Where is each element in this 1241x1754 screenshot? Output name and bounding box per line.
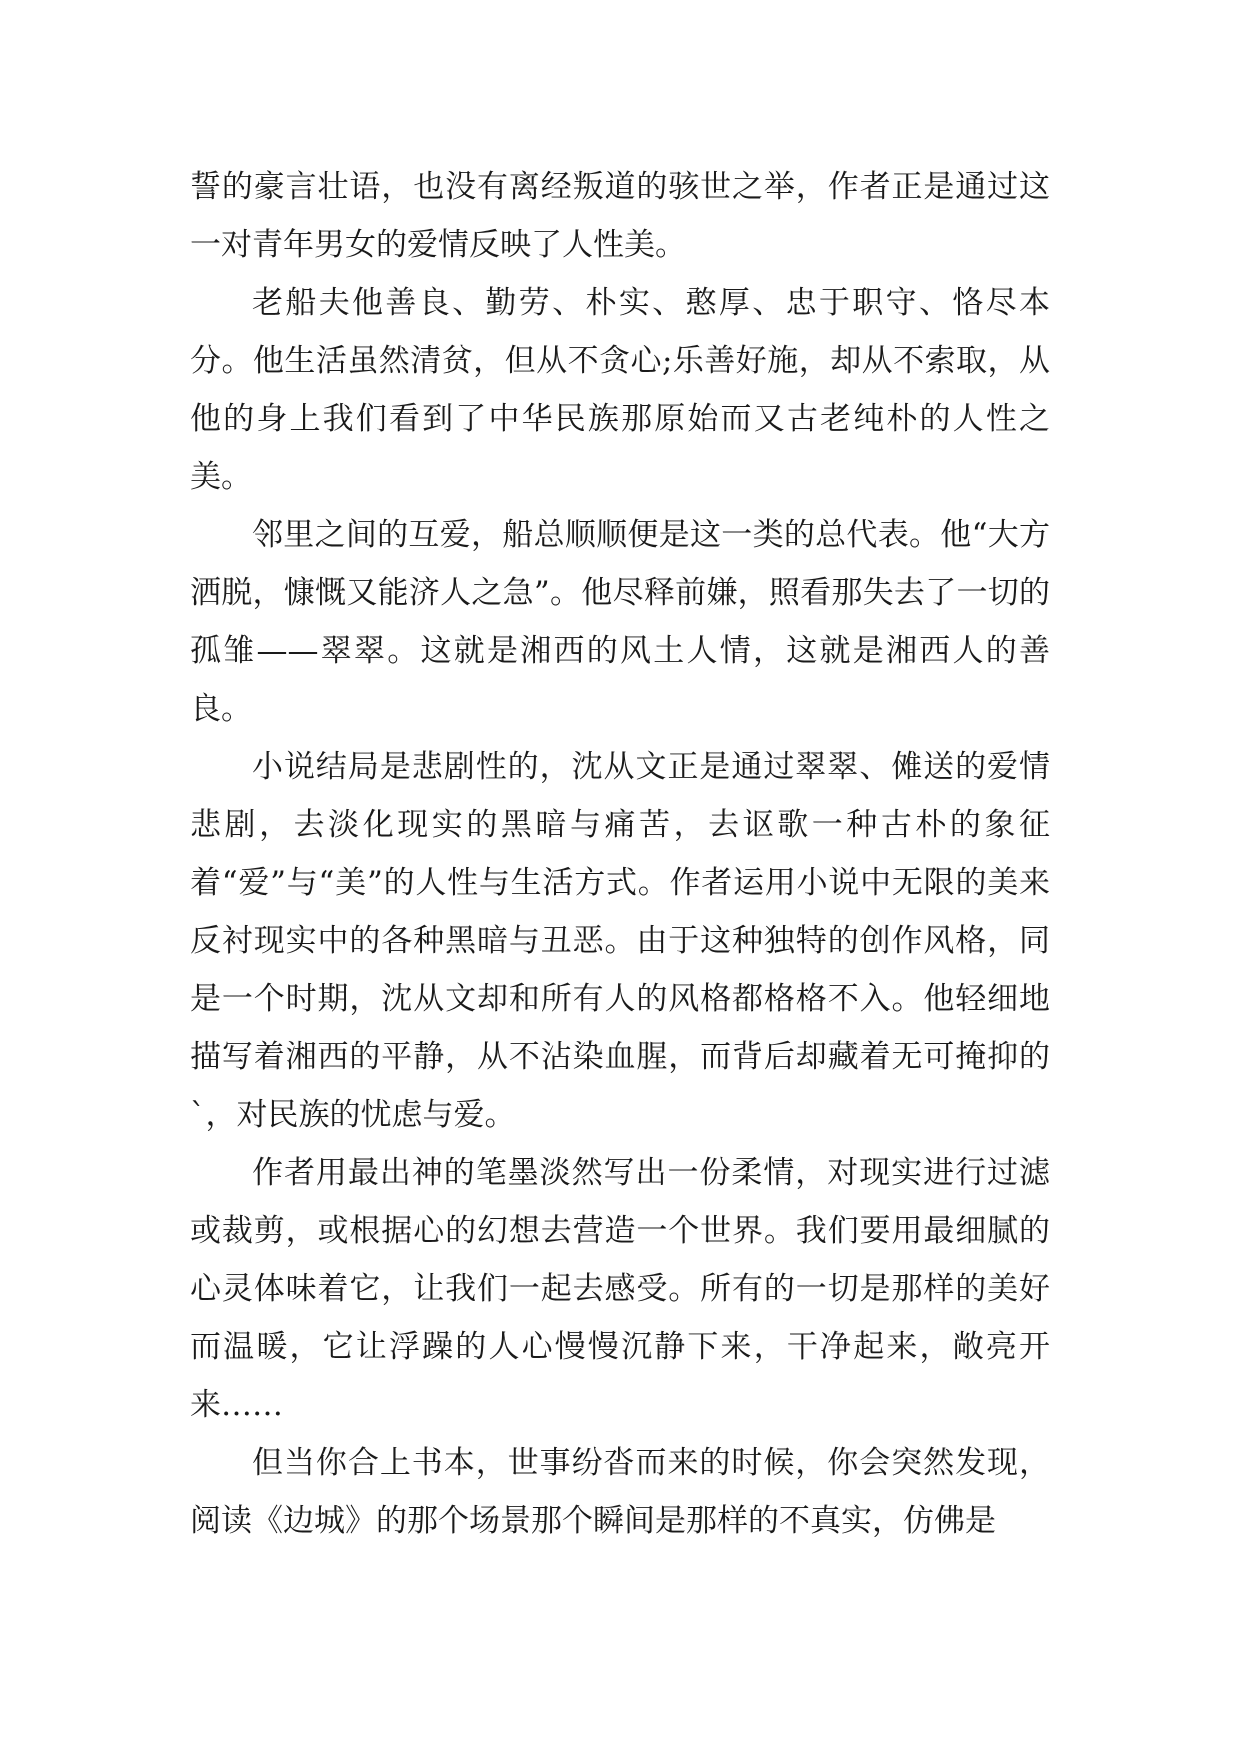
paragraph-5: 作者用最出神的笔墨淡然写出一份柔情，对现实进行过滤或裁剪，或根据心的幻想去营造一个世界。我们要用最细腻的心灵体味着它，让我们一起去感受。所有的一切是那样的美好而温暖，它让浮躁的人心慢慢沉静下来，干净起来，敞亮开来…… [190, 1155, 1050, 1423]
paragraph-2: 老船夫他善良、勤劳、朴实、憨厚、忠于职守、恪尽本分。他生活虽然清贫，但从不贪心;乐善好施，却从不索取，从他的身上我们看到了中华民族那原始而又古老纯朴的人性之美。 [190, 285, 1050, 495]
paragraph-6: 但当你合上书本，世事纷沓而来的时候，你会突然发现，阅读《边城》的那个场景那个瞬间是那样的不真实，仿佛是 [190, 1445, 1050, 1539]
paragraph-3: 邻里之间的互爱，船总顺顺便是这一类的总代表。他“大方洒脱，慷慨又能济人之急”。他尽释前嫌，照看那失去了一切的孤雏——翠翠。这就是湘西的风土人情，这就是湘西人的善良。 [190, 517, 1050, 727]
paragraph-4: 小说结局是悲剧性的，沈从文正是通过翠翠、傩送的爱情悲剧，去淡化现实的黑暗与痛苦，去讴歌一种古朴的象征着“爱”与“美”的人性与生活方式。作者运用小说中无限的美来反衬现实中的各种黑暗与丑恶。由于这种独特的创作风格，同是一个时期，沈从文却和所有人的风格都格格不入。他轻细地描写着湘西的平静，从不沾染血腥，而背后却藏着无可掩抑的`，对民族的忧虑与爱。 [190, 749, 1050, 1133]
document-body [190, 158, 1050, 1550]
paragraph-1: 誓的豪言壮语，也没有离经叛道的骇世之举，作者正是通过这一对青年男女的爱情反映了人性美。 [190, 169, 1050, 263]
